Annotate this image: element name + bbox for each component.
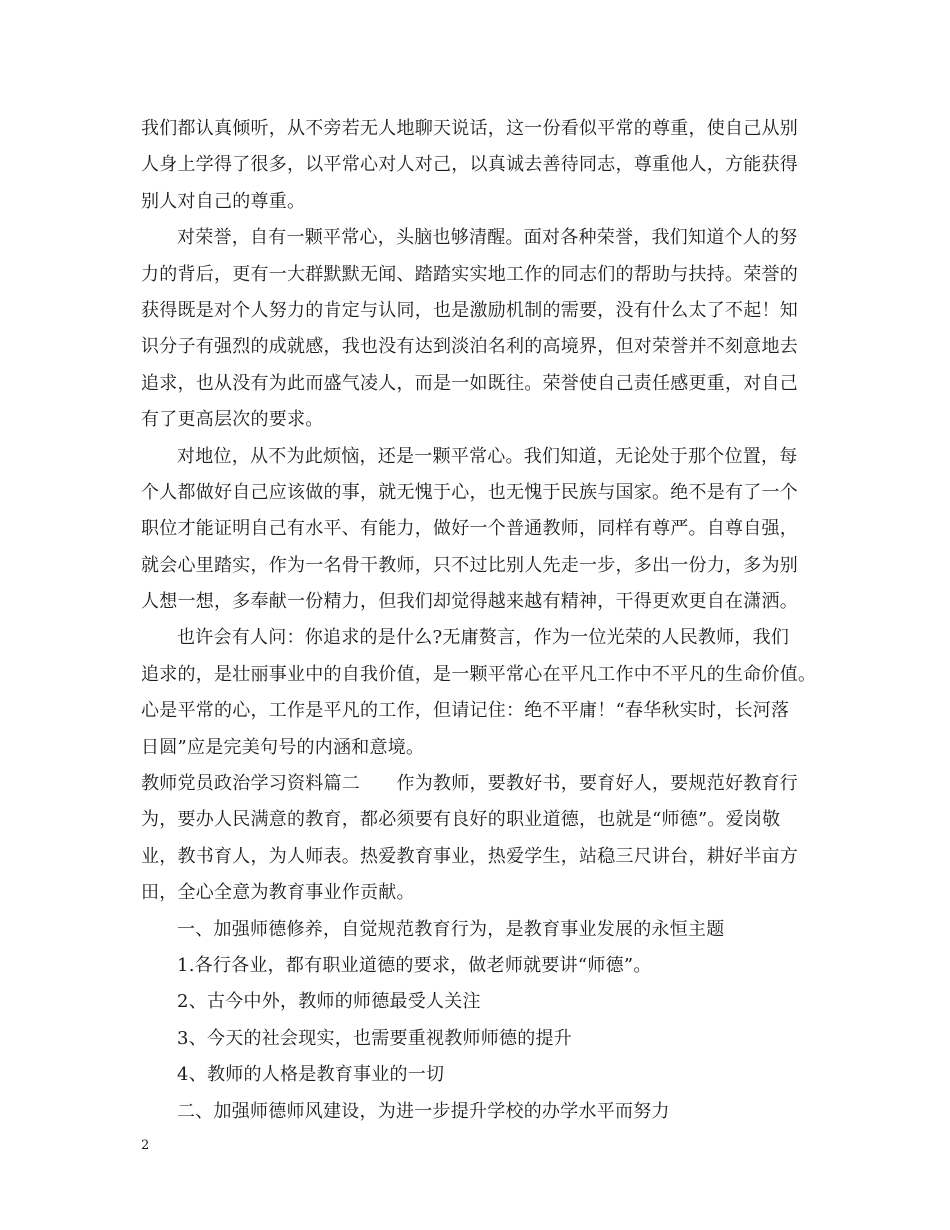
section-heading-line: 教师党员政治学习资料篇二 作为教师，要教好书，要育好人，要规范好教育行 (141, 773, 798, 795)
text-line: 心是平常的心，工作是平凡的工作，但请记住：绝不平庸！“春华秋实时，长河落 (141, 700, 790, 722)
paragraph-first-line: 对地位，从不为此烦恼，还是一颗平常心。我们知道，无论处于那个位置，每 (177, 445, 798, 467)
text-line: 别人对自己的尊重。 (141, 190, 306, 212)
text-line: 获得既是对个人努力的肯定与认同，也是激励机制的需要，没有什么太了不起！知 (141, 299, 798, 321)
text-line: 人想一想，多奉献一份精力，但我们却觉得越来越有精神，干得更欢更自在潇洒。 (141, 591, 798, 613)
document-body (141, 111, 817, 1130)
paragraph-first-line: 对荣誉，自有一颗平常心，头脑也够清醒。面对各种荣誉，我们知道个人的努 (177, 227, 798, 249)
text-line: 为，要办人民满意的教育，都必须要有良好的职业道德，也就是“师德”。爱岗敬 (141, 809, 781, 831)
text-line: 识分子有强烈的成就感，我也没有达到淡泊名利的高境界，但对荣誉并不刻意地去 (141, 336, 798, 358)
text-line: 力的背后，更有一大群默默无闻、踏踏实实地工作的同志们的帮助与扶持。荣誉的 (141, 263, 798, 285)
text-line: 个人都做好自己应该做的事，就无愧于心，也无愧于民族与国家。绝不是有了一个 (141, 481, 798, 503)
outline-item: 3、今天的社会现实，也需要重视教师师德的提升 (177, 1027, 572, 1049)
outline-heading: 二、加强师德师风建设，为进一步提升学校的办学水平而努力 (177, 1100, 670, 1122)
text-line: 就会心里踏实，作为一名骨干教师，只不过比别人先走一步，多出一份力，多为别 (141, 554, 798, 576)
text-line: 田，全心全意为教育事业作贡献。 (141, 882, 415, 904)
text-line: 有了更高层次的要求。 (141, 409, 324, 431)
text-line: 我们都认真倾听，从不旁若无人地聊天说话，这一份看似平常的尊重，使自己从别 (141, 118, 798, 139)
outline-item: 4、教师的人格是教育事业的一切 (177, 1064, 445, 1086)
text-line: 日圆”应是完美句号的内涵和意境。 (141, 736, 425, 758)
paragraph-first-line: 也许会有人问：你追求的是什么?无庸赘言，作为一位光荣的人民教师，我们 (177, 627, 790, 649)
outline-heading: 一、加强师德修养，自觉规范教育行为，是教育事业发展的永恒主题 (177, 918, 725, 940)
text-line: 职位才能证明自己有水平、有能力，做好一个普通教师，同样有尊严。自尊自强， (141, 518, 798, 540)
text-line: 追求，也从没有为此而盛气凌人，而是一如既往。荣誉使自己责任感更重，对自己 (141, 372, 798, 394)
outline-item: 2、古今中外，教师的师德最受人关注 (177, 991, 481, 1013)
text-line: 追求的，是壮丽事业中的自我价值，是一颗平常心在平凡工作中不平凡的生命价值。 (141, 663, 817, 685)
text-line: 业，教书育人，为人师表。热爱教育事业，热爱学生，站稳三尺讲台，耕好半亩方 (141, 845, 798, 867)
page-number: 2 (141, 1138, 150, 1153)
outline-item: 1.各行各业，都有职业道德的要求，做老师就要讲“师德”。 (177, 954, 652, 976)
text-line: 人身上学得了很多，以平常心对人对己，以真诚去善待同志，尊重他人，方能获得 (141, 154, 798, 176)
